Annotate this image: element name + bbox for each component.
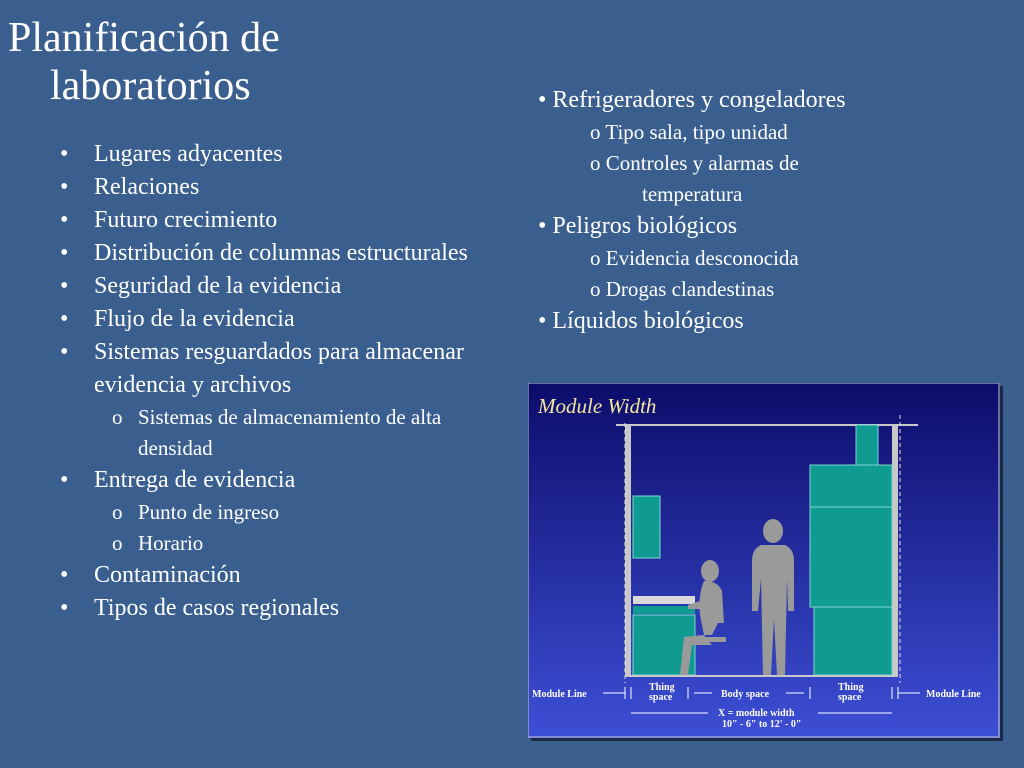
bullet-marker: • xyxy=(60,240,69,266)
body-space-label: Body space xyxy=(721,689,770,700)
module-line-right-label: Module Line xyxy=(926,689,981,700)
title-line-2: laboratorios xyxy=(50,63,251,109)
tall-storage xyxy=(810,507,892,607)
module-line-left-label: Module Line xyxy=(532,689,587,700)
sub-list-item: o Evidencia desconocida xyxy=(590,246,799,270)
list-item: • Refrigeradores y congeladores xyxy=(538,87,846,113)
list-item-text: Futuro crecimiento xyxy=(94,207,278,233)
module-width-range: 10" - 6" to 12' - 0" xyxy=(722,719,802,730)
right-wall xyxy=(892,425,898,677)
list-item xyxy=(60,303,520,336)
module-width-svg xyxy=(528,383,1000,738)
sub-list-item-continuation: temperatura xyxy=(642,182,743,206)
sub-list-item: o Tipo sala, tipo unidad xyxy=(590,120,788,144)
thing-space-right-label-2: space xyxy=(838,692,862,703)
sub-list-item xyxy=(60,497,520,528)
bullet-marker: • xyxy=(60,595,69,621)
bullet-marker: • xyxy=(60,141,69,167)
list-item-text: Contaminación xyxy=(94,562,241,588)
list-item-text: Entrega de evidencia xyxy=(94,467,296,493)
list-item xyxy=(60,138,520,171)
list-item-text: Relaciones xyxy=(94,174,200,200)
list-item xyxy=(60,464,520,497)
list-item xyxy=(60,336,520,402)
title-line-1: Planificación de xyxy=(8,15,280,61)
left-bullet-list xyxy=(60,138,520,625)
sub-list-item-text: Sistemas de almacenamiento de alta densidad xyxy=(138,405,442,460)
thing-space-right-label-1: Thing xyxy=(838,682,864,693)
bullet-marker: • xyxy=(60,339,69,365)
sub-list-item-text: Punto de ingreso xyxy=(138,500,280,524)
module-width-label: X = module width xyxy=(718,708,795,719)
sub-bullet-marker: o xyxy=(112,405,123,429)
thing-space-left-label-2: space xyxy=(649,692,673,703)
bullet-marker: • xyxy=(60,562,69,588)
wall-cabinet xyxy=(633,496,660,558)
slide-title xyxy=(8,14,428,110)
sub-list-item: o Controles y alarmas de xyxy=(590,151,799,175)
list-item: • Peligros biológicos xyxy=(538,213,738,239)
diagram-title: Module Width xyxy=(538,394,657,418)
bench-top xyxy=(633,596,695,604)
bullet-marker: • xyxy=(60,273,69,299)
module-width-diagram xyxy=(528,383,1000,738)
list-item xyxy=(60,204,520,237)
bullet-marker: • xyxy=(60,207,69,233)
list-item-text: Distribución de columnas estructurales xyxy=(94,240,468,266)
base-storage xyxy=(814,607,892,675)
list-item-text: Tipos de casos regionales xyxy=(94,595,340,621)
list-item: • Líquidos biológicos xyxy=(538,308,744,334)
bullet-marker: • xyxy=(60,467,69,493)
list-item xyxy=(60,237,520,270)
sub-list-item-text: Horario xyxy=(138,531,204,555)
upper-storage xyxy=(810,465,892,507)
sub-bullet-marker: o xyxy=(112,500,123,524)
bullet-marker: • xyxy=(60,306,69,332)
right-bullet-list xyxy=(538,84,1008,338)
bullet-marker: • xyxy=(60,174,69,200)
list-item-text: Sistemas resguardados para almacenar evidencia y archivos xyxy=(94,339,464,398)
sub-list-item xyxy=(60,402,520,464)
upper-storage-small xyxy=(856,425,878,465)
sub-bullet-marker: o xyxy=(112,531,123,555)
list-item-text: Lugares adyacentes xyxy=(94,141,283,167)
sub-list-item: o Drogas clandestinas xyxy=(590,277,775,301)
list-item-text: Seguridad de la evidencia xyxy=(94,273,342,299)
thing-space-left-label-1: Thing xyxy=(649,682,675,693)
bench-drawer xyxy=(633,606,695,614)
sub-list-item xyxy=(60,528,520,559)
list-item xyxy=(60,270,520,303)
list-item-text: Flujo de la evidencia xyxy=(94,306,295,332)
list-item xyxy=(60,559,520,592)
list-item xyxy=(60,592,520,625)
list-item xyxy=(60,171,520,204)
left-wall xyxy=(625,425,631,677)
